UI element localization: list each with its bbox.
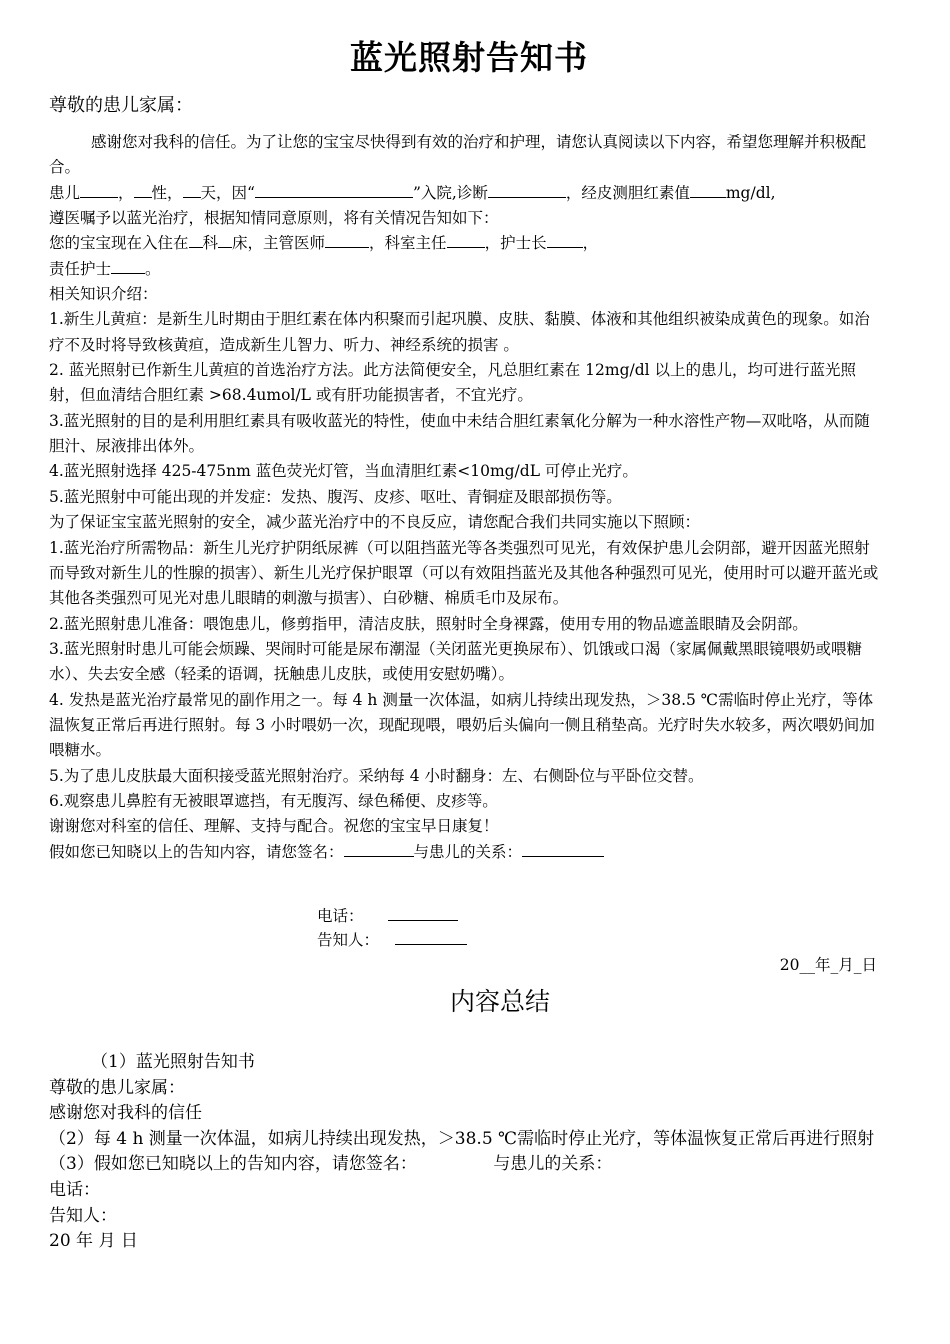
care-item: 1.蓝光治疗所需物品：新生儿光疗护阴纸尿裤（可以阻挡蓝光等各类强烈可见光，有效保护患儿会阴部，避开因蓝光照射而导致对新生儿的性腺的损害）、新生儿光疗保护眼罩（可以有效阻挡蓝光及其他各种强烈可见光，使用时可以避开蓝光或其他各类强烈可见光对患儿眼睛的刺激与损害）、白砂糖、棉质毛巾及尿布。 — [49, 538, 879, 608]
nurse-line — [49, 257, 879, 282]
head-nurse-blank — [547, 231, 583, 248]
dept-label: 科 — [202, 234, 219, 253]
bed-blank — [218, 231, 232, 248]
knowledge-item: 5.蓝光照射中可能出现的并发症：发热、腹泻、皮疹、呕吐、青铜症及眼部损伤等。 — [49, 487, 622, 506]
consent-line: 遵医嘱予以蓝光治疗，根据知情同意原则，将有关情况告知如下： — [49, 209, 499, 228]
informer-line — [317, 928, 467, 953]
bilirubin-unit: mg/dl, — [725, 183, 776, 202]
ward-info-line — [49, 231, 879, 256]
knowledge-item: 2. 蓝光照射已作新生儿黄疸的首选治疗方法。此方法简便安全，凡总胆红素在 12mg/dl 以上的患儿，均可进行蓝光照射，但血清结合胆红素 >68.4umol/L 或有肝功能损害者，不宜光疗。 — [49, 361, 857, 405]
days-label: 天，因“ — [200, 183, 255, 202]
ward-label: 您的宝宝现在入住在 — [49, 234, 189, 253]
thanks-line: 谢谢您对科室的信任、理解、支持与配合。祝您的宝宝早日康复！ — [49, 817, 499, 836]
summary-line: （1）蓝光照射告知书 — [91, 1052, 255, 1072]
knowledge-item: 3.蓝光照射的目的是利用胆红素具有吸收蓝光的特性，使血中未结合胆红素氧化分解为一种水溶性产物—双吡咯，从而随胆汁、尿液排出体外。 — [49, 411, 870, 456]
document-title: 蓝光照射告知书 — [350, 38, 588, 77]
summary-line: 20 年 月 日 — [49, 1231, 138, 1252]
care-heading: 为了保证宝宝蓝光照射的安全，减少蓝光治疗中的不良反应，请您配合我们共同实施以下照顾： — [49, 513, 701, 532]
days-blank — [183, 181, 201, 198]
summary-line: 电话： — [49, 1179, 100, 1200]
care-item: 3.蓝光照射时患儿可能会烦躁、哭闹时可能是尿布潮湿（关闭蓝光更换尿布）、饥饿或口渴（家属佩戴黑眼镜喂奶或喂糖水）、失去安全感（轻柔的语调，抚触患儿皮肤，或使用安慰奶嘴）。 — [49, 639, 863, 684]
dept-blank — [189, 231, 203, 248]
relation-field[interactable] — [522, 840, 604, 857]
phone-line — [317, 904, 458, 929]
notice-body — [49, 130, 879, 865]
phone-label: 电话： — [317, 907, 364, 925]
period-text: 。 — [145, 259, 161, 278]
comma-text: ， — [582, 234, 599, 253]
summary-line: （3）假如您已知晓以上的告知内容，请您签名： 与患儿的关系： — [49, 1154, 613, 1175]
doctor-label: 床，主管医师 — [232, 234, 326, 253]
summary-line: （2）每 4 h 测量一次体温，如病儿持续出现发热，＞38.5 ℃需临时停止光疗，等体温恢复正常后再进行照射 — [49, 1128, 875, 1149]
summary-section — [49, 1050, 889, 1255]
patient-name-blank — [80, 181, 118, 198]
care-item: 5.为了患儿皮肤最大面积接受蓝光照射治疗。采纳每 4 小时翻身：左、右侧卧位与平卧位交替。 — [49, 766, 704, 785]
knowledge-item: 4.蓝光照射选择 425-475nm 蓝色荧光灯管，当血清胆红素<10mg/dL 可停止光疗。 — [49, 462, 638, 481]
knowledge-heading: 相关知识介绍： — [49, 285, 158, 304]
nurse-blank — [111, 257, 145, 274]
sex-label: 性， — [151, 183, 183, 202]
care-item: 6.观察患儿鼻腔有无被眼罩遮挡，有无腹泻、绿色稀便、皮疹等。 — [49, 791, 498, 810]
signature-label: 假如您已知晓以上的告知内容，请您签名： — [49, 842, 344, 861]
signature-field[interactable] — [344, 840, 414, 857]
diagnosis-label: ”入院,诊断 — [412, 183, 488, 202]
doctor-blank — [325, 231, 369, 248]
director-blank — [447, 231, 485, 248]
summary-line: 告知人： — [49, 1205, 117, 1226]
relation-label: 与患儿的关系： — [413, 842, 523, 861]
director-label: ，科室主任 — [369, 234, 447, 253]
head-nurse-label: ，护士长 — [484, 234, 547, 253]
patient-label: 患儿 — [49, 183, 81, 202]
date-line: 20__年_月_日 — [779, 956, 877, 974]
intro-paragraph: 感谢您对我科的信任。为了让您的宝宝尽快得到有效的治疗和护理，请您认真阅读以下内容，希望您理解并积极配合。 — [49, 133, 867, 177]
admission-reason-blank — [255, 181, 413, 198]
care-item: 2.蓝光照射患儿准备：喂饱患儿，修剪指甲，清洁皮肤，照射时全身裸露，使用专用的物品遮盖眼睛及会阴部。 — [49, 614, 808, 633]
patient-info-line — [49, 181, 879, 206]
informer-label: 告知人： — [317, 931, 380, 949]
sex-blank — [134, 181, 152, 198]
knowledge-item: 1.新生儿黄疸：是新生儿时期由于胆红素在体内积聚而引起巩膜、皮肤、黏膜、体液和其他组织被染成黄色的现象。如治疗不及时将导致核黄疸，造成新生儿智力、听力、神经系统的损害 。 — [49, 310, 870, 354]
signature-line — [49, 840, 879, 865]
diagnosis-blank — [488, 181, 566, 198]
greeting: 尊敬的患儿家属： — [49, 95, 193, 116]
summary-title: 内容总结 — [449, 987, 550, 1016]
summary-line: 感谢您对我科的信任 — [49, 1103, 202, 1124]
comma-text: ， — [118, 183, 134, 202]
phone-field[interactable] — [388, 904, 458, 921]
bilirubin-blank — [690, 181, 726, 198]
care-item: 4. 发热是蓝光治疗最常见的副作用之一。每 4 h 测量一次体温，如病儿持续出现发热，＞38.5 ℃需临时停止光疗，等体温恢复正常后再进行照射。每 3 小时喂奶一次，现配现喂，喂奶后头偏向一侧且稍垫高。光疗时失水较多，两次喂奶间加喂糖水。 — [49, 690, 875, 760]
summary-line: 尊敬的患儿家属： — [49, 1077, 185, 1098]
bilirubin-label: ，经皮测胆红素值 — [565, 183, 690, 202]
nurse-label: 责任护士 — [49, 259, 112, 278]
informer-field[interactable] — [395, 928, 467, 945]
